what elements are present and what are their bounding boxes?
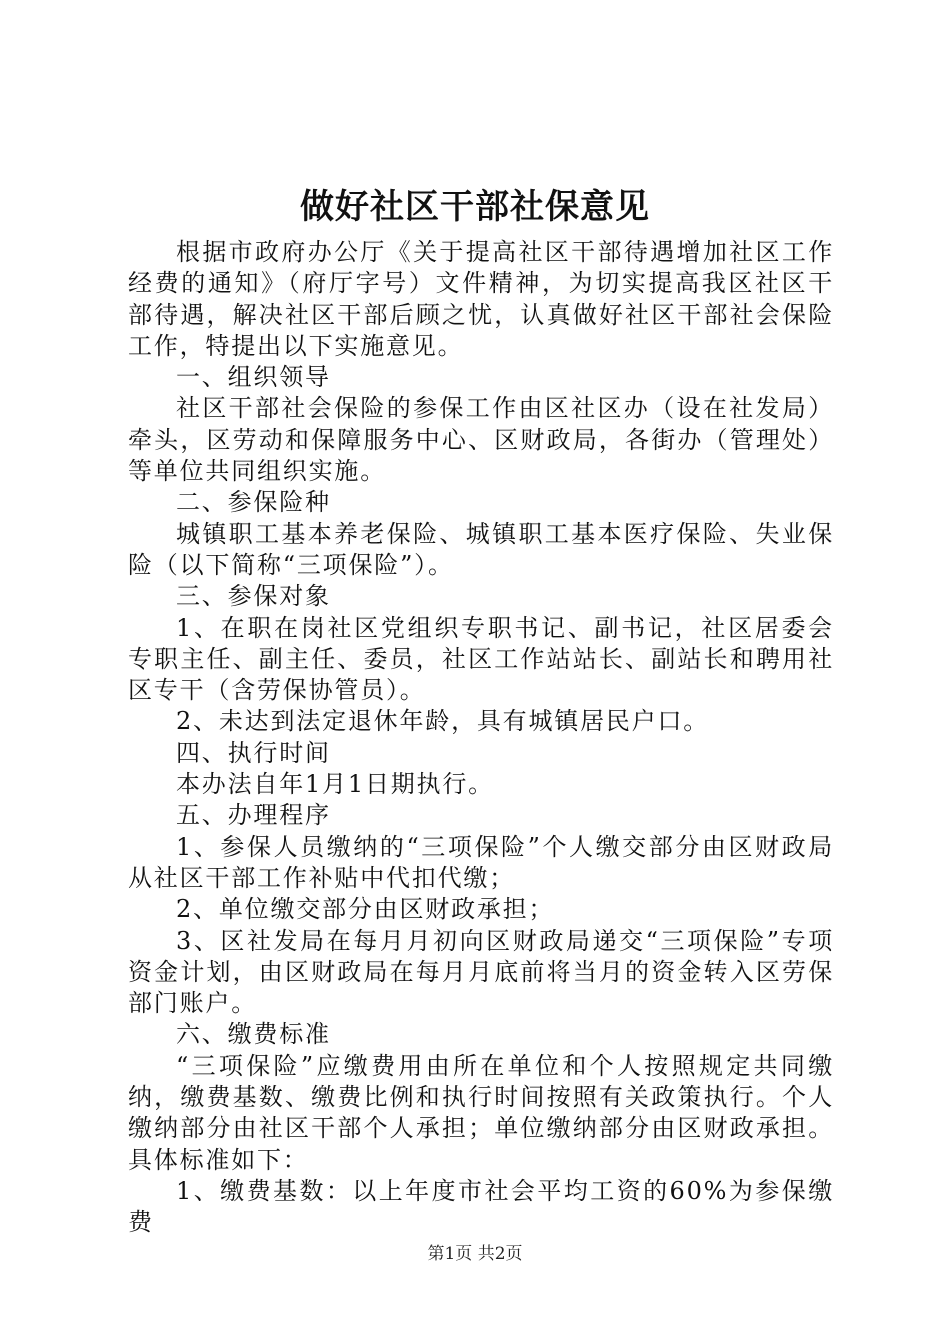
section-heading-effective-date: 四、执行时间 bbox=[176, 738, 331, 767]
document-title: 做好社区干部社保意见 bbox=[300, 187, 650, 227]
section-heading-insurance-types: 二、参保险种 bbox=[176, 488, 331, 517]
paragraph-effective-date: 本办法自年1月1日期执行。 bbox=[176, 770, 494, 799]
paragraph-procedure-2: 2、单位缴交部分由区财政承担； bbox=[176, 895, 555, 924]
paragraph-participants-2: 2、未达到法定退休年龄，具有城镇居民户口。 bbox=[176, 707, 710, 736]
paragraph-procedure-1: 1、参保人员缴纳的“三项保险”个人缴交部分由区财政局从社区干部工作补贴中代扣代缴； bbox=[128, 832, 834, 892]
document-body bbox=[128, 237, 834, 1239]
paragraph-intro: 根据市政府办公厅《关于提高社区干部待遇增加社区工作经费的通知》（府厅字号）文件精神，为切实提高我区社区干部待遇，解决社区干部后顾之忧，认真做好社区干部社会保险工作，特提出以下实施意见。 bbox=[128, 238, 834, 360]
section-heading-procedure: 五、办理程序 bbox=[176, 801, 331, 830]
paragraph-payment-base: 1、缴费基数：以上年度市社会平均工资的60%为参保缴费 bbox=[128, 1176, 834, 1237]
paragraph-participants-1: 1、在职在岗社区党组织专职书记、副书记，社区居委会专职主任、副主任、委员，社区工作站站长、副站长和聘用社区专干（含劳保协管员）。 bbox=[128, 613, 834, 705]
section-heading-payment-standard: 六、缴费标准 bbox=[176, 1020, 331, 1049]
section-heading-participants: 三、参保对象 bbox=[176, 582, 331, 611]
paragraph-insurance-types: 城镇职工基本养老保险、城镇职工基本医疗保险、失业保险（以下简称“三项保险”）。 bbox=[128, 519, 834, 579]
paragraph-procedure-3: 3、区社发局在每月月初向区财政局递交“三项保险”专项资金计划，由区财政局在每月月底前将当月的资金转入区劳保部门账户。 bbox=[128, 926, 834, 1018]
page-indicator: 第1页 共2页 bbox=[427, 1244, 523, 1264]
section-heading-organization: 一、组织领导 bbox=[176, 363, 331, 392]
paragraph-payment-standard: “三项保险”应缴费用由所在单位和个人按照规定共同缴纳，缴费基数、缴费比例和执行时间按照有关政策执行。个人缴纳部分由社区干部个人承担；单位缴纳部分由区财政承担。具体标准如下： bbox=[128, 1051, 834, 1174]
paragraph-organization: 社区干部社会保险的参保工作由区社区办（设在社发局）牵头，区劳动和保障服务中心、区财政局，各街办（管理处）等单位共同组织实施。 bbox=[128, 394, 834, 486]
